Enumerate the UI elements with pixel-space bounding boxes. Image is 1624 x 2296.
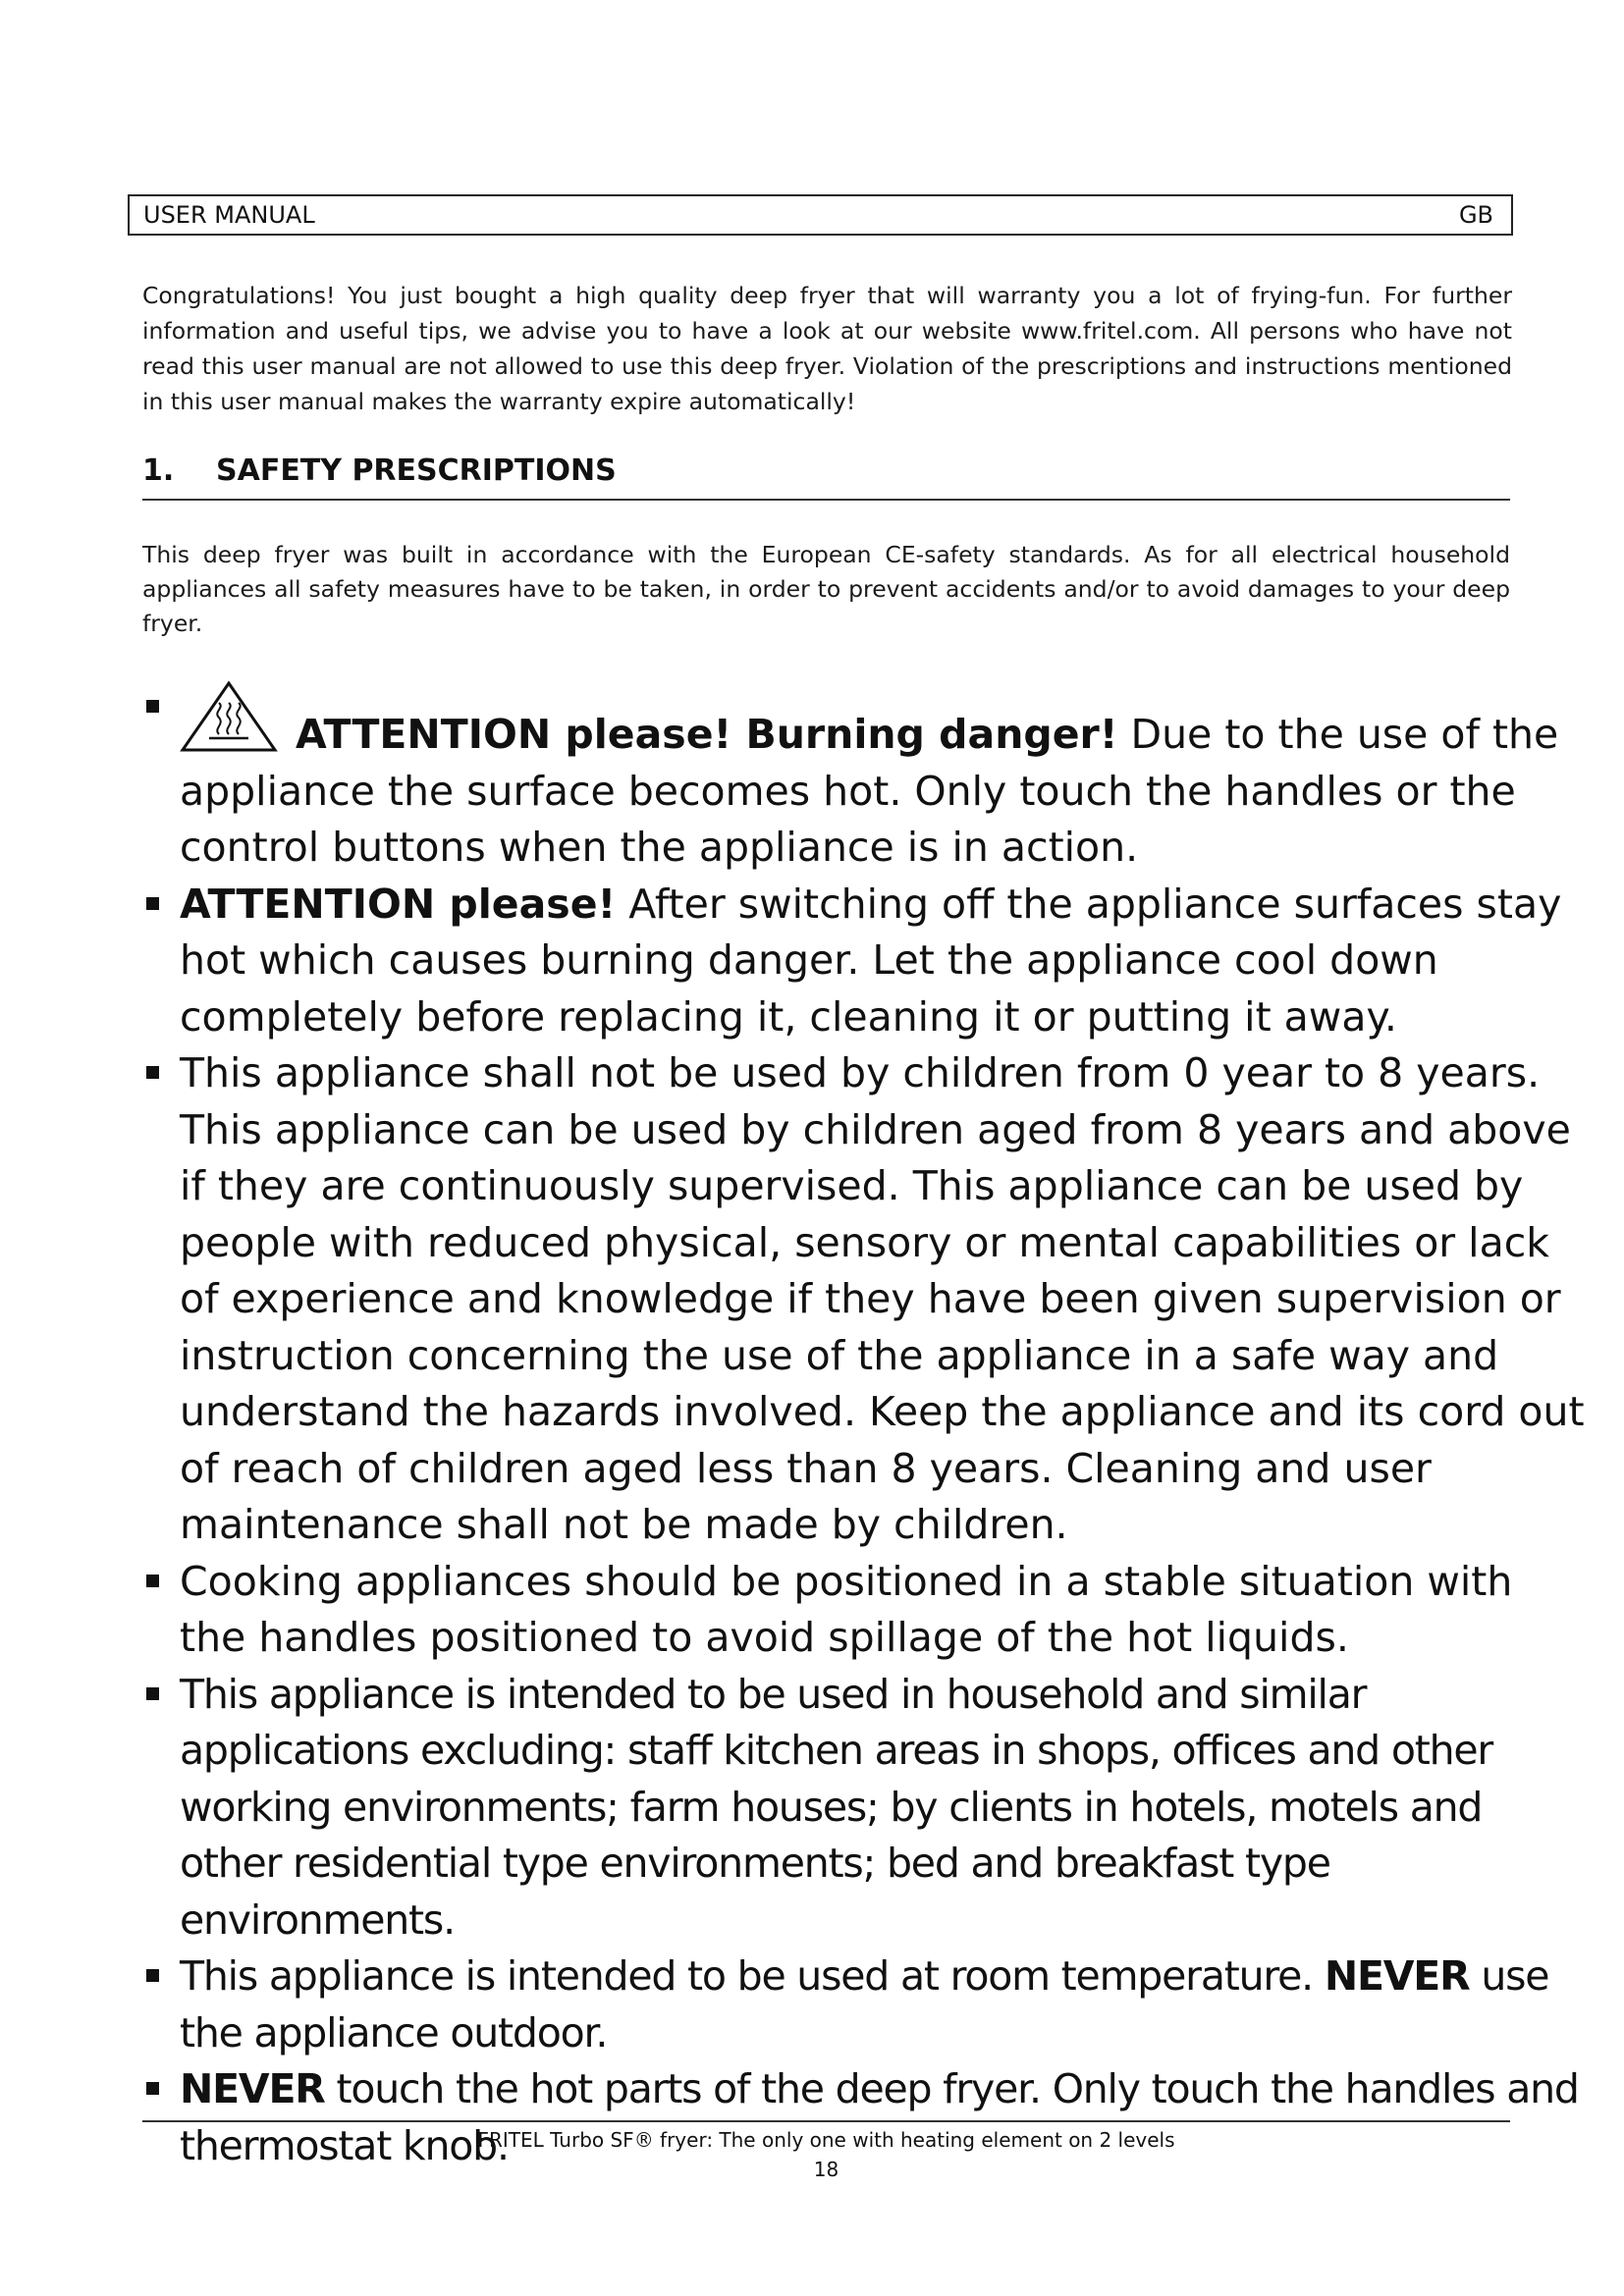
- header-title: USER MANUAL: [143, 201, 315, 229]
- bullet-text: use the appliance outdoor.: [180, 1952, 1549, 2056]
- section-number: 1.: [142, 454, 175, 488]
- never-label: NEVER: [1324, 1952, 1470, 2000]
- attention-label: ATTENTION please! Burning danger!: [296, 711, 1118, 758]
- never-label: NEVER: [180, 2065, 325, 2112]
- list-item: [142, 1554, 1591, 1667]
- safety-list: [142, 679, 1591, 2174]
- bullet-text: This appliance shall not be used by children from 0 year to 8 years. This appliance can be used by children aged from 8 years and above if they are continuously supervised. This appliance can be used by people with reduced physical, sensory or mental capabilities or lack of experience and knowledge if they have been given supervision or instruction concerning the use of the appliance in a safe way and understand the hazards involved. Keep the appliance and its cord out of reach of children aged less than 8 years. Cleaning and user maintenance shall not be made by children.: [180, 1049, 1585, 1548]
- list-item: [142, 1667, 1591, 1949]
- list-item: [142, 877, 1591, 1046]
- list-item: [142, 1045, 1591, 1554]
- bullet-text: This appliance is intended to be used at room temperature.: [180, 1952, 1325, 2000]
- bullet-text: After switching off the appliance surfaces stay hot which causes burning danger. Let the appliance cool down completely before replacing it, cleaning it or putting it away.: [180, 880, 1562, 1041]
- bullet-icon: [146, 2082, 159, 2095]
- bullet-text: Due to the use of the appliance the surface becomes hot. Only touch the handles or the control buttons when the appliance is in action.: [180, 711, 1559, 871]
- header-language: GB: [1458, 201, 1493, 229]
- safety-intro-paragraph: This deep fryer was built in accordance with the European CE-safety standards. As for all electrical household appliances all safety measures have to be taken, in order to prevent accidents and/or to avoid damages to your deep fryer.: [142, 541, 1510, 637]
- bullet-text: This appliance is intended to be used in household and similar applications excluding: staff kitchen areas in shops, offices and other working environments; farm houses; by clients in hotels, motels and other residential type environments; bed and breakfast type environments.: [180, 1670, 1493, 1944]
- bullet-icon: [146, 1687, 159, 1700]
- footer-divider: [142, 2120, 1510, 2122]
- intro-paragraph: Congratulations! You just bought a high quality deep fryer that will warranty you a lot of frying-fun. For further information and useful tips, we advise you to have a look at our website www.fritel.com. All persons who have not read this user manual are not allowed to use this deep fryer. Violation of the prescriptions and instructions mentioned in this user manual makes the warranty expire automatically!: [142, 282, 1512, 415]
- section-heading: [142, 454, 1510, 501]
- bullet-icon: [146, 700, 159, 713]
- list-item: [142, 679, 1591, 877]
- bullet-icon: [146, 1575, 159, 1587]
- list-item: [142, 1949, 1591, 2061]
- bullet-text: touch the hot parts of the deep fryer. Only touch the handles and thermostat knob.: [180, 2065, 1579, 2169]
- bullet-icon: [146, 1066, 159, 1079]
- page-number: 18: [813, 2158, 839, 2181]
- bullet-text: Cooking appliances should be positioned in a stable situation with the handles positioned to avoid spillage of the hot liquids.: [180, 1557, 1513, 1661]
- section-title: SAFETY PRESCRIPTIONS: [216, 454, 617, 488]
- footer-text: FRITEL Turbo SF® fryer: The only one with heating element on 2 levels: [477, 2128, 1175, 2152]
- hot-surface-warning-icon: [180, 679, 278, 754]
- bullet-icon: [146, 1969, 159, 1982]
- header-box: [128, 194, 1513, 236]
- bullet-icon: [146, 897, 159, 910]
- attention-label: ATTENTION please!: [180, 880, 617, 928]
